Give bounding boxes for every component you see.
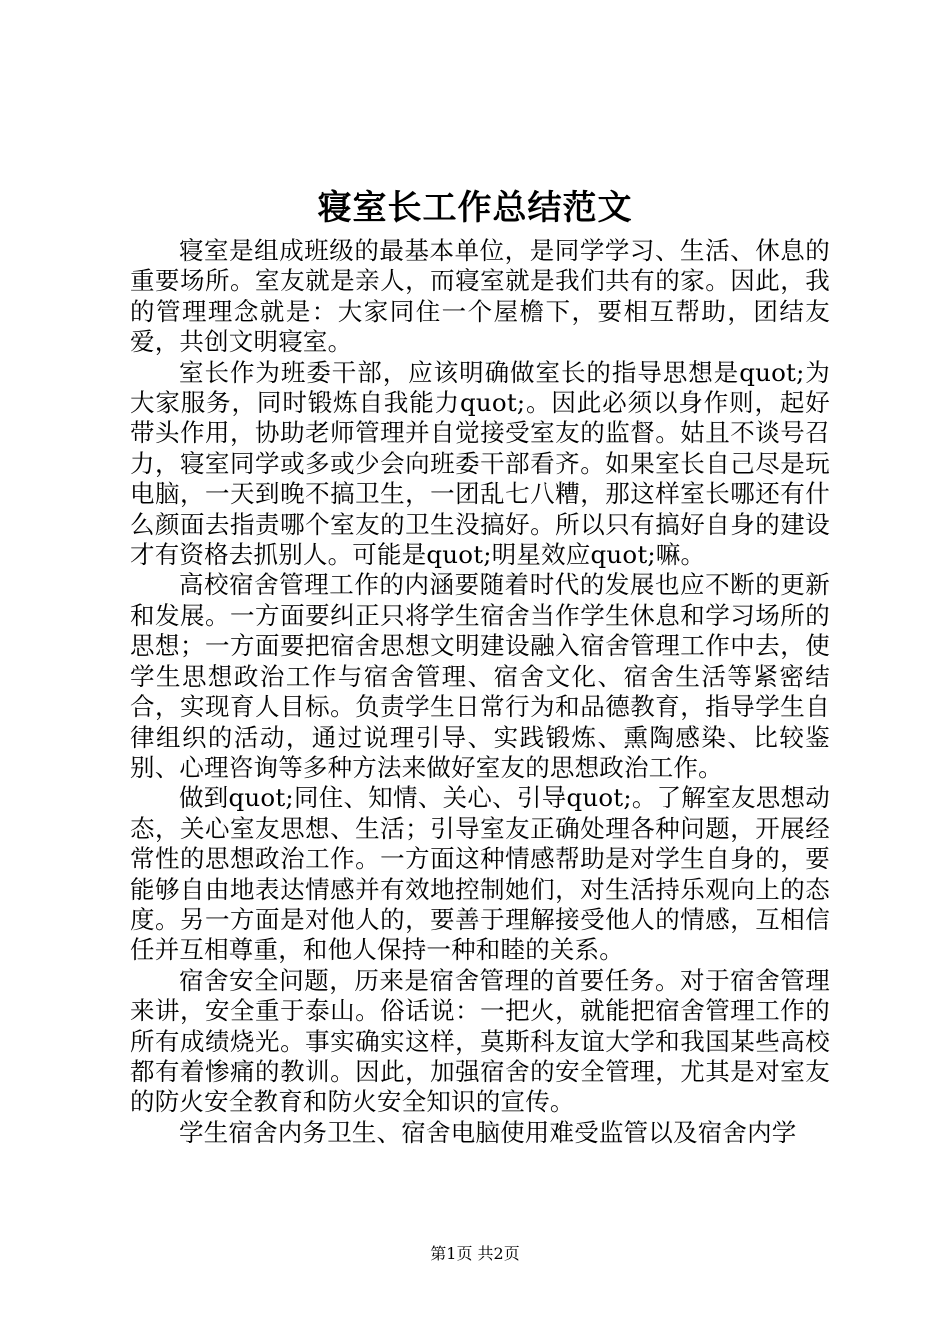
document-body: [130, 236, 830, 1148]
document-title: 寝室长工作总结范文: [317, 188, 633, 228]
paragraph-2: 室长作为班委干部，应该明确做室长的指导思想是quot;为大家服务，同时锻炼自我能力quot;。因此必须以身作则，起好带头作用，协助老师管理并自觉接受室友的监督。姑且不谈号召力，寝室同学或多或少会向班委干部看齐。如果室长自己尽是玩电脑，一天到晚不搞卫生，一团乱七八糟，那这样室长哪还有什么颜面去指责哪个室友的卫生没搞好。所以只有搞好自身的建设才有资格去抓别人。可能是quot;明星效应quot;嘛。: [130, 357, 830, 570]
paragraph-6: 学生宿舍内务卫生、宿舍电脑使用难受监管以及宿舍内学: [179, 1117, 797, 1147]
paragraph-5: 宿舍安全问题，历来是宿舍管理的首要任务。对于宿舍管理来讲，安全重于泰山。俗话说：一把火，就能把宿舍管理工作的所有成绩烧光。事实确实这样，莫斯科友谊大学和我国某些高校都有着惨痛的教训。因此，加强宿舍的安全管理，尤其是对室友的防火安全教育和防火安全知识的宣传。: [130, 965, 830, 1117]
page-number-footer: 第1页 共2页: [430, 1244, 520, 1263]
paragraph-3: 高校宿舍管理工作的内涵要随着时代的发展也应不断的更新和发展。一方面要纠正只将学生宿舍当作学生休息和学习场所的思想；一方面要把宿舍思想文明建设融入宿舍管理工作中去，使学生思想政治工作与宿舍管理、宿舍文化、宿舍生活等紧密结合，实现育人目标。负责学生日常行为和品德教育，指导学生自律组织的活动，通过说理引导、实践锻炼、熏陶感染、比较鉴别、心理咨询等多种方法来做好室友的思想政治工作。: [130, 570, 830, 782]
paragraph-4: 做到quot;同住、知情、关心、引导quot;。了解室友思想动态，关心室友思想、生活；引导室友正确处理各种问题，开展经常性的思想政治工作。一方面这种情感帮助是对学生自身的，要能够自由地表达情感并有效地控制她们，对生活持乐观向上的态度。另一方面是对他人的，要善于理解接受他人的情感，互相信任并互相尊重，和他人保持一种和睦的关系。: [130, 783, 830, 965]
paragraph-1: 寝室是组成班级的最基本单位，是同学学习、生活、休息的重要场所。室友就是亲人，而寝室就是我们共有的家。因此，我的管理理念就是：大家同住一个屋檐下，要相互帮助，团结友爱，共创文明寝室。: [130, 236, 830, 357]
